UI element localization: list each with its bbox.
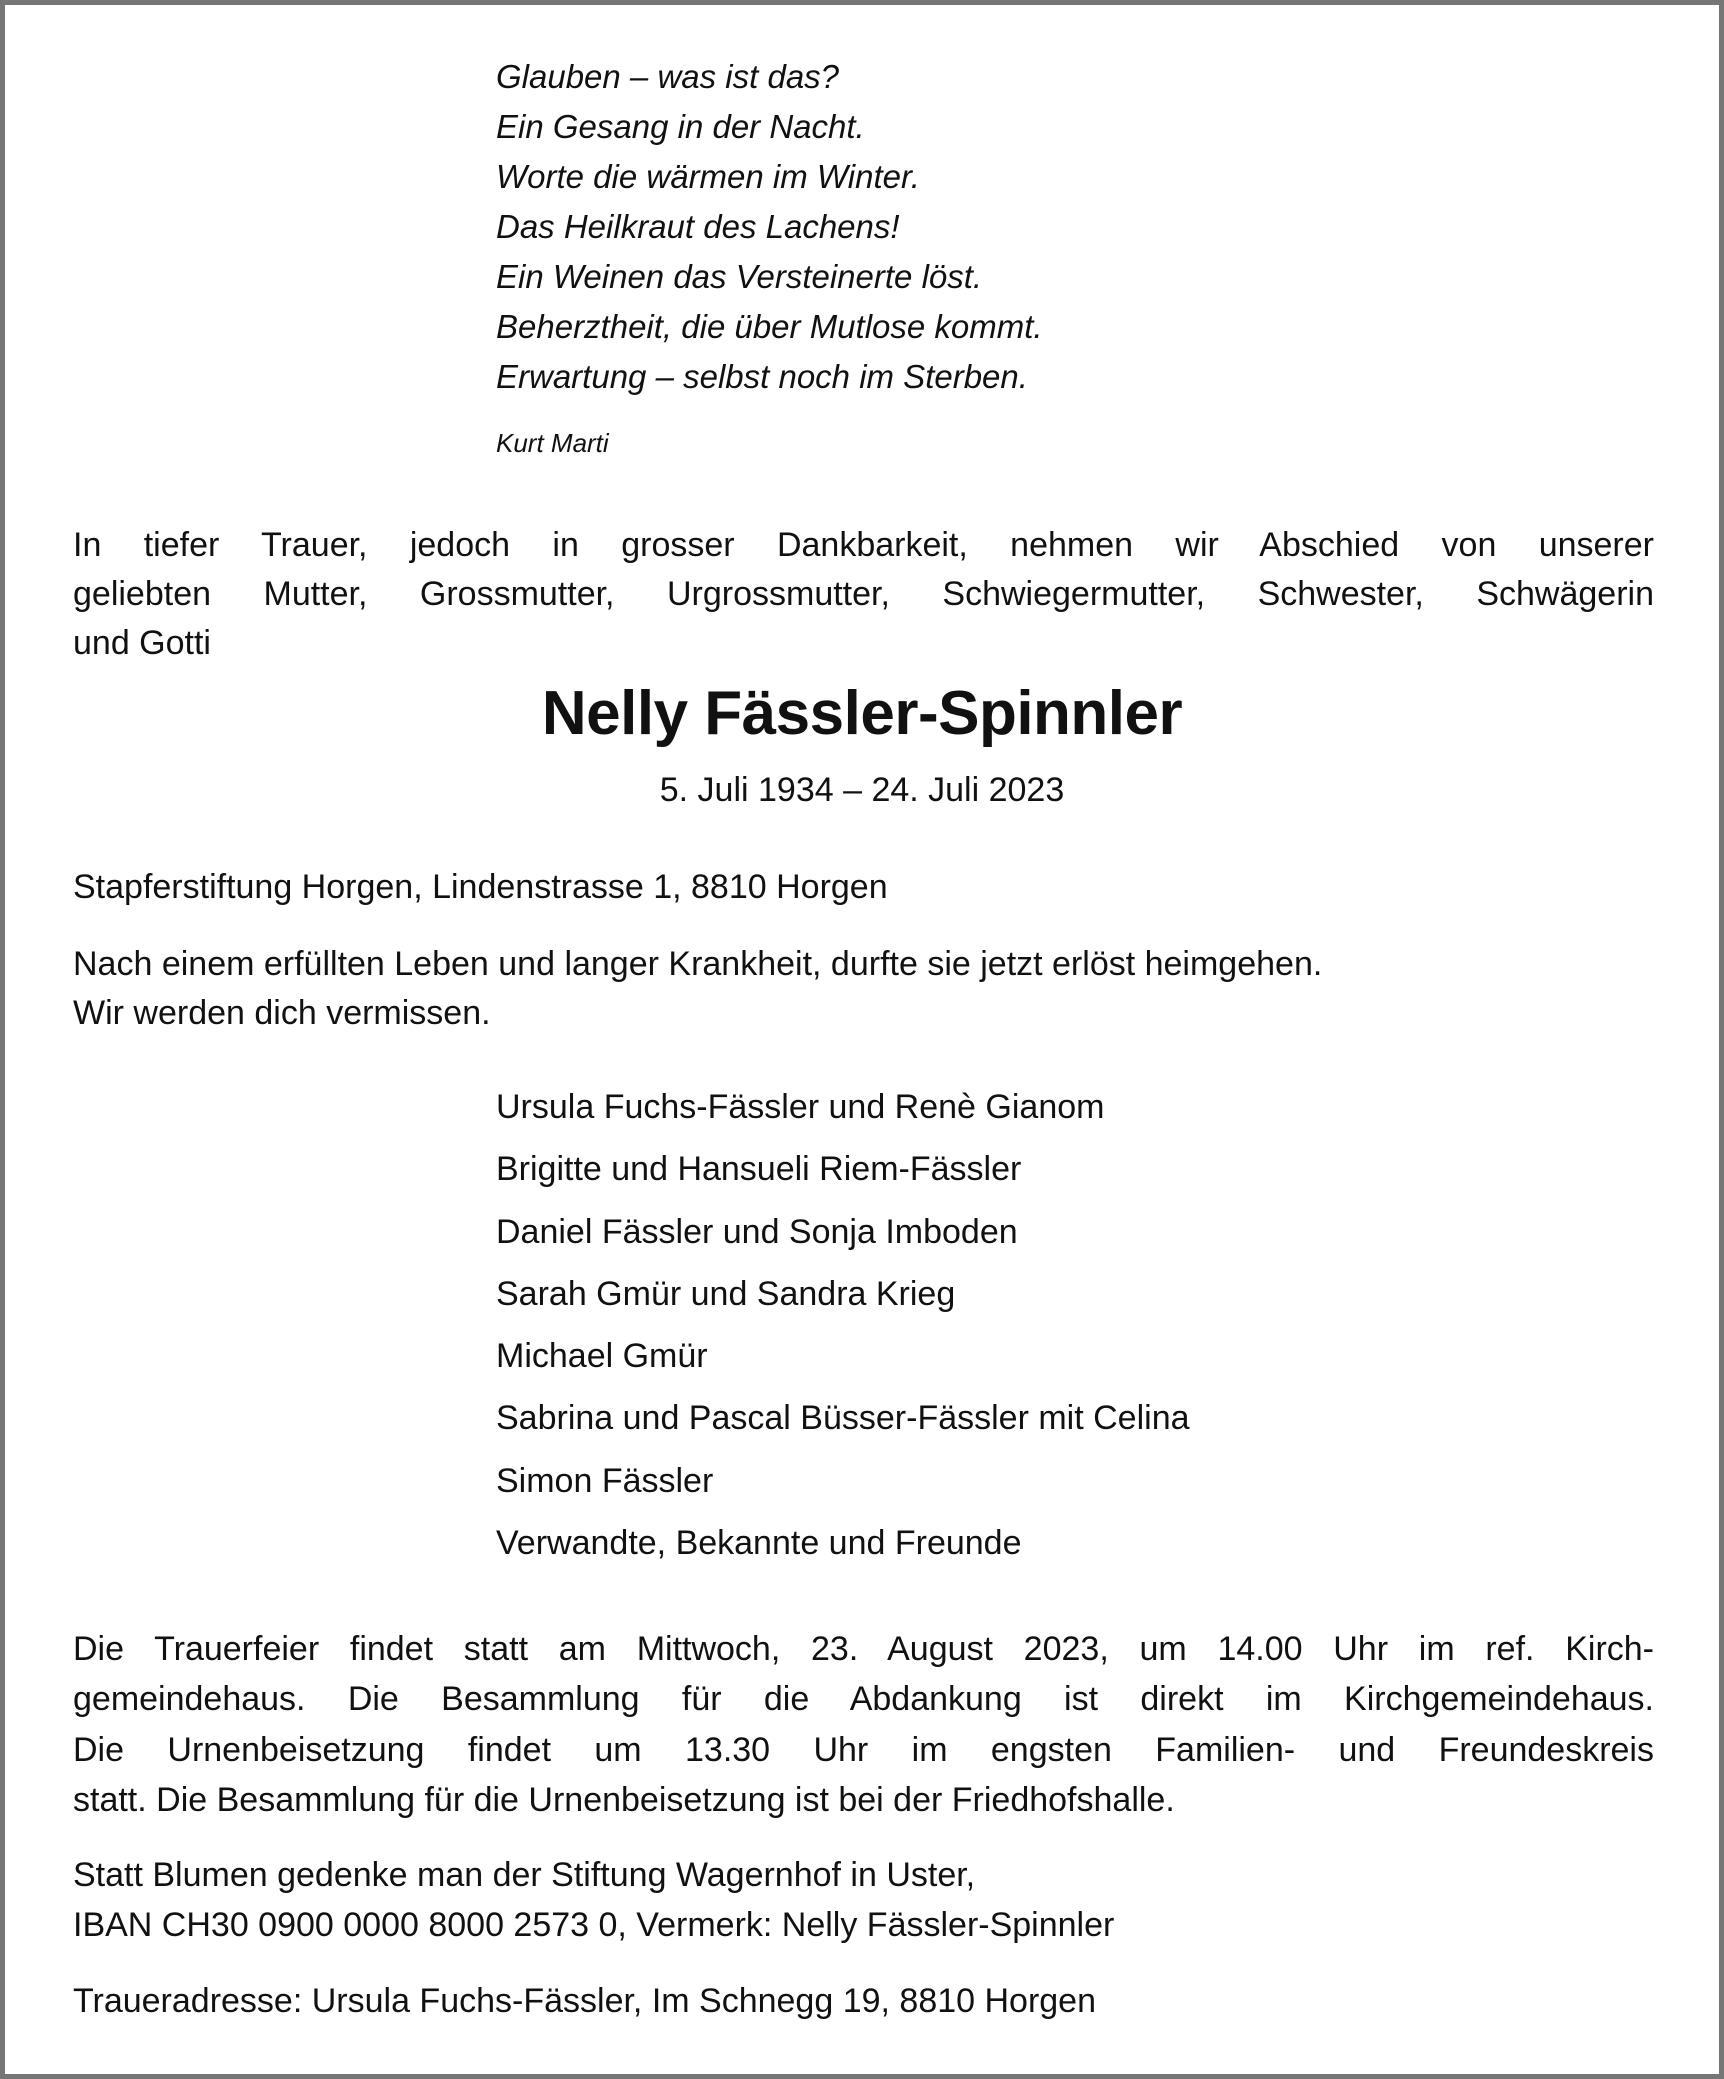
donation-line: Statt Blumen gedenke man der Stiftung Wagernhof in Uster, — [73, 1856, 976, 1894]
poem-line: Glauben – was ist das? — [496, 58, 840, 95]
ceremony-line: gemeindehaus. Die Besammlung für die Abdankung ist direkt im Kirchgemeindehaus. — [73, 1680, 1654, 1719]
message-line: Nach einem erfüllten Leben und langer Krankheit, durfte sie jetzt erlöst heimgehen. — [73, 945, 1323, 983]
mourner: Verwandte, Bekannte und Freunde — [496, 1524, 1022, 1563]
residence: Stapferstiftung Horgen, Lindenstrasse 1, 8810 Horgen — [73, 868, 888, 906]
ceremony-line: statt. Die Besammlung für die Urnenbeisetzung ist bei der Friedhofshalle. — [73, 1781, 1175, 1820]
mourning-address: Traueradresse: Ursula Fuchs-Fässler, Im Schnegg 19, 8810 Horgen — [73, 1982, 1097, 2020]
intro-line: und Gotti — [73, 624, 211, 662]
mourner: Ursula Fuchs-Fässler und Renè Gianom — [496, 1088, 1105, 1126]
mourner: Daniel Fässler und Sonja Imboden — [496, 1212, 1018, 1251]
poem-line: Erwartung – selbst noch im Sterben. — [496, 358, 1028, 395]
intro-paragraph — [73, 521, 1654, 668]
mourners-list — [496, 1076, 1190, 1574]
poem-line: Ein Weinen das Versteinerte löst. — [496, 258, 983, 295]
mourner: Brigitte und Hansueli Riem-Fässler — [496, 1150, 1022, 1189]
donation-paragraph — [73, 1850, 1114, 1950]
ceremony-paragraph — [73, 1624, 1654, 1826]
deceased-name: Nelly Fässler-Spinnler — [541, 679, 1183, 748]
intro-line: geliebten Mutter, Grossmutter, Urgrossmutter, Schwiegermutter, Schwester, Schwägerin — [73, 575, 1654, 613]
poem — [496, 52, 1043, 402]
mourner: Sarah Gmür und Sandra Krieg — [496, 1274, 956, 1313]
message-line: Wir werden dich vermissen. — [73, 994, 491, 1032]
mourner: Michael Gmür — [496, 1337, 708, 1376]
poem-line: Worte die wärmen im Winter. — [496, 158, 920, 195]
donation-line: IBAN CH30 0900 0000 8000 2573 0, Vermerk: Nelly Fässler-Spinnler — [73, 1906, 1115, 1944]
mourner: Sabrina und Pascal Büsser-Fässler mit Celina — [496, 1399, 1190, 1438]
life-dates: 5. Juli 1934 – 24. Juli 2023 — [659, 771, 1065, 809]
ceremony-line: Die Urnenbeisetzung findet um 13.30 Uhr im engsten Familien- und Freundeskreis — [73, 1730, 1654, 1769]
intro-line: In tiefer Trauer, jedoch in grosser Dankbarkeit, nehmen wir Abschied von unserer — [73, 526, 1654, 564]
ceremony-line: Die Trauerfeier findet statt am Mittwoch, 23. August 2023, um 14.00 Uhr im ref. Kirch- — [73, 1630, 1654, 1668]
message — [73, 940, 1322, 1038]
poem-line: Beherztheit, die über Mutlose kommt. — [496, 308, 1043, 345]
poem-line: Ein Gesang in der Nacht. — [496, 108, 865, 145]
poem-author: Kurt Marti — [496, 428, 609, 458]
poem-line: Das Heilkraut des Lachens! — [496, 208, 900, 245]
mourner: Simon Fässler — [496, 1461, 714, 1500]
